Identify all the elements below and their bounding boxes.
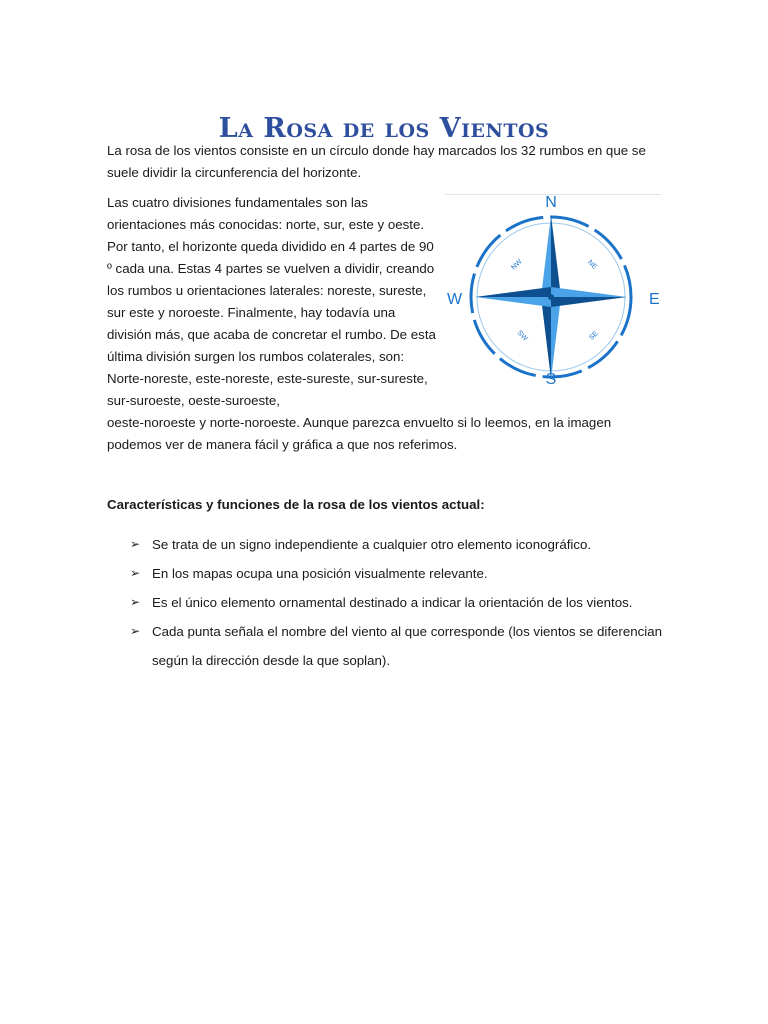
list-item-text: Es el único elemento ornamental destinado a indicar la orientación de los vientos. [152, 595, 633, 610]
list-item-text: En los mapas ocupa una posición visualmente relevante. [152, 566, 488, 581]
list-item [130, 530, 690, 559]
northwest-label: NW [510, 258, 524, 272]
southwest-label: SW [515, 329, 529, 343]
list-item [130, 559, 690, 588]
intro-paragraph: La rosa de los vientos consiste en un círculo donde hay marcados los 32 rumbos en que se suele dividir la circunferencia del horizonte. [107, 143, 646, 180]
southeast-label: SE [588, 330, 600, 342]
features-list [130, 530, 690, 675]
compass-rose-icon [440, 193, 662, 385]
arrowhead-bullet-icon: ➢ [130, 566, 141, 580]
conclusion-paragraph: oeste-noroeste y norte-noroeste. Aunque parezca envuelto si lo leemos, en la imagen podemos ver de manera fácil y gráfica a que nos referimos. [107, 415, 612, 452]
list-item [130, 588, 690, 617]
south-label: S [545, 371, 557, 385]
list-item [130, 617, 690, 675]
arrowhead-bullet-icon: ➢ [130, 537, 141, 551]
arrowhead-bullet-icon: ➢ [130, 595, 141, 609]
north-label: N [545, 194, 557, 211]
divisions-paragraph: Las cuatro divisiones fundamentales son las orientaciones más conocidas: norte, sur, este y oeste. Por tanto, el horizonte queda dividido en 4 partes de 90 º cada una. Estas 4 partes se vuelven a dividir, creando los rumbos u orientaciones laterales: noreste, sureste, sur este y noroeste. Finalmente, hay todavía una división más, que acaba de concretar el rumbo. De esta última división surgen los rumbos colaterales, son: Norte-noreste, este-noreste, este-sureste, sur-sureste, sur-suroeste, oeste-suroeste, [107, 195, 436, 408]
list-item-text: Se trata de un signo independiente a cualquier otro elemento iconográfico. [152, 537, 592, 552]
arrowhead-bullet-icon: ➢ [130, 624, 141, 638]
features-heading: Características y funciones de la rosa de los vientos actual: [107, 497, 485, 512]
west-label: W [447, 291, 463, 308]
compass-rose-image [440, 193, 662, 385]
page-title: La Rosa de los Vientos [218, 113, 550, 145]
northeast-label: NE [586, 259, 598, 271]
list-item-text: Cada punta señala el nombre del viento al que corresponde (los vientos se diferencian según la dirección desde la que soplan). [152, 624, 663, 668]
east-label: E [649, 291, 660, 308]
